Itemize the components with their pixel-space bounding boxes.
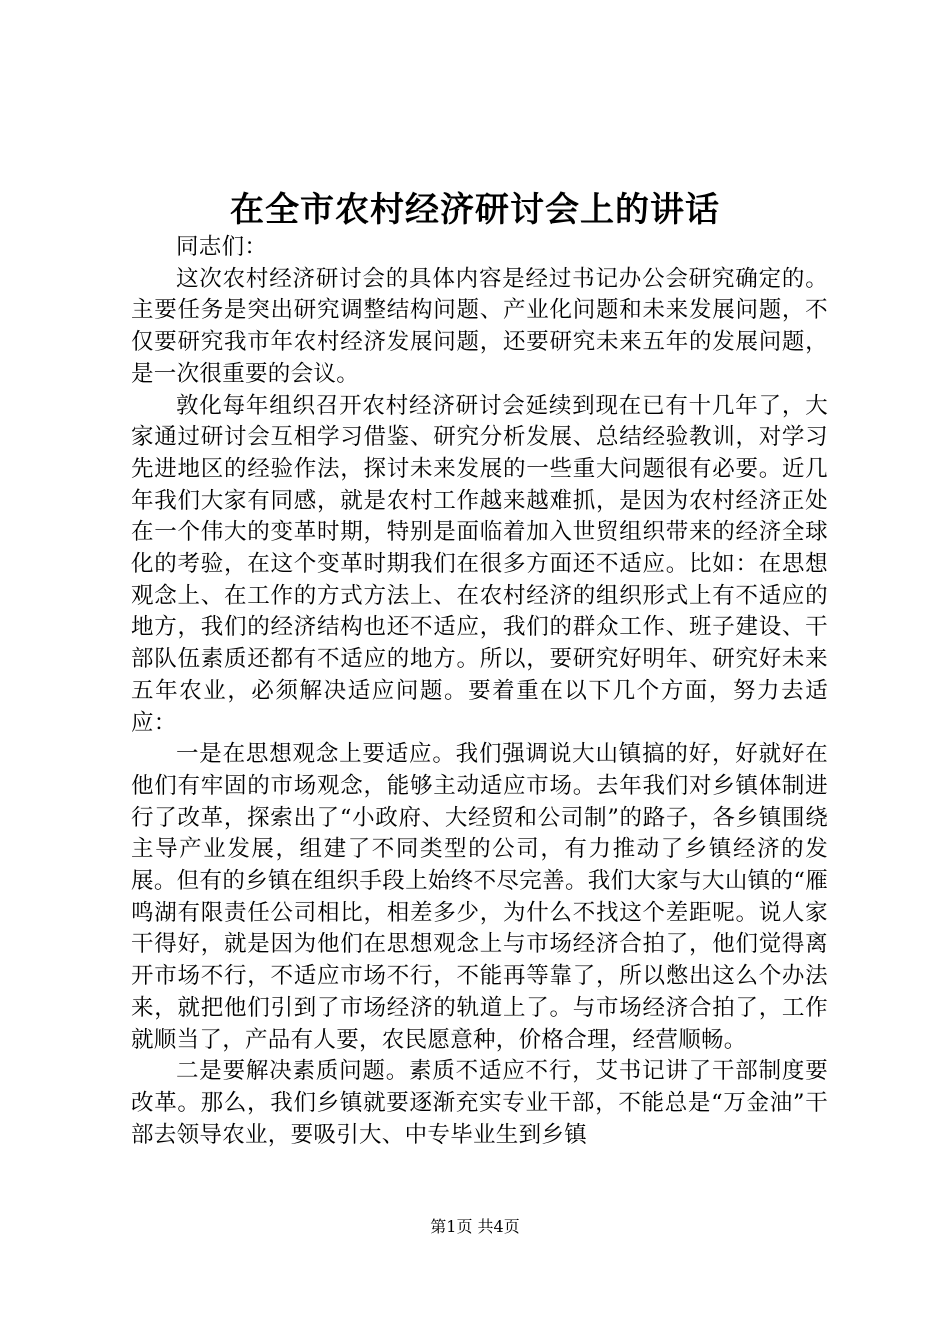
document-title: 在全市农村经济研讨会上的讲话 xyxy=(230,190,720,230)
paragraph-2: 敦化每年组织召开农村经济研讨会延续到现在已有十几年了，大家通过研讨会互相学习借鉴、研究分析发展、总结经验教训，对学习先进地区的经验作法，探讨未来发展的一些重大问题很有必要。近几年我们大家有同感，就是农村工作越来越难抓，是因为农村经济正处在一个伟大的变革时期，特别是面临着加入世贸组织带来的经济全球化的考验，在这个变革时期我们在很多方面还不适应。比如：在思想观念上、在工作的方式方法上、在农村经济的组织形式上有不适应的地方，我们的经济结构也还不适应，我们的群众工作、班子建设、干部队伍素质还都有不适应的地方。所以，要研究好明年、研究好未来五年农业，必须解决适应问题。要着重在以下几个方面，努力去适应： xyxy=(131,392,828,736)
document-body xyxy=(131,232,828,1151)
paragraph-4: 二是要解决素质问题。素质不适应不行，艾书记讲了干部制度要改革。那么，我们乡镇就要逐渐充实专业干部，不能总是“万金油”干部去领导农业，要吸引大、中专毕业生到乡镇 xyxy=(131,1058,828,1148)
page-number-footer: 第1页 共4页 xyxy=(430,1217,520,1236)
paragraph-1: 这次农村经济研讨会的具体内容是经过书记办公会研究确定的。主要任务是突出研究调整结构问题、产业化问题和未来发展问题，不仅要研究我市年农村经济发展问题，还要研究未来五年的发展问题，是一次很重要的会议。 xyxy=(131,265,828,387)
paragraph-3: 一是在思想观念上要适应。我们强调说大山镇搞的好，好就好在他们有牢固的市场观念，能够主动适应市场。去年我们对乡镇体制进行了改革，探索出了“小政府、大经贸和公司制”的路子，各乡镇围绕主导产业发展，组建了不同类型的公司，有力推动了乡镇经济的发展。但有的乡镇在组织手段上始终不尽完善。我们大家与大山镇的“雁鸣湖有限责任公司相比，相差多少，为什么不找这个差距呢。说人家干得好，就是因为他们在思想观念上与市场经济合拍了，他们觉得离开市场不行，不适应市场不行，不能再等靠了，所以憋出这么个办法来，就把他们引到了市场经济的轨道上了。与市场经济合拍了，工作就顺当了，产品有人要，农民愿意种，价格合理，经营顺畅。 xyxy=(131,741,828,1053)
salutation: 同志们： xyxy=(176,234,268,260)
